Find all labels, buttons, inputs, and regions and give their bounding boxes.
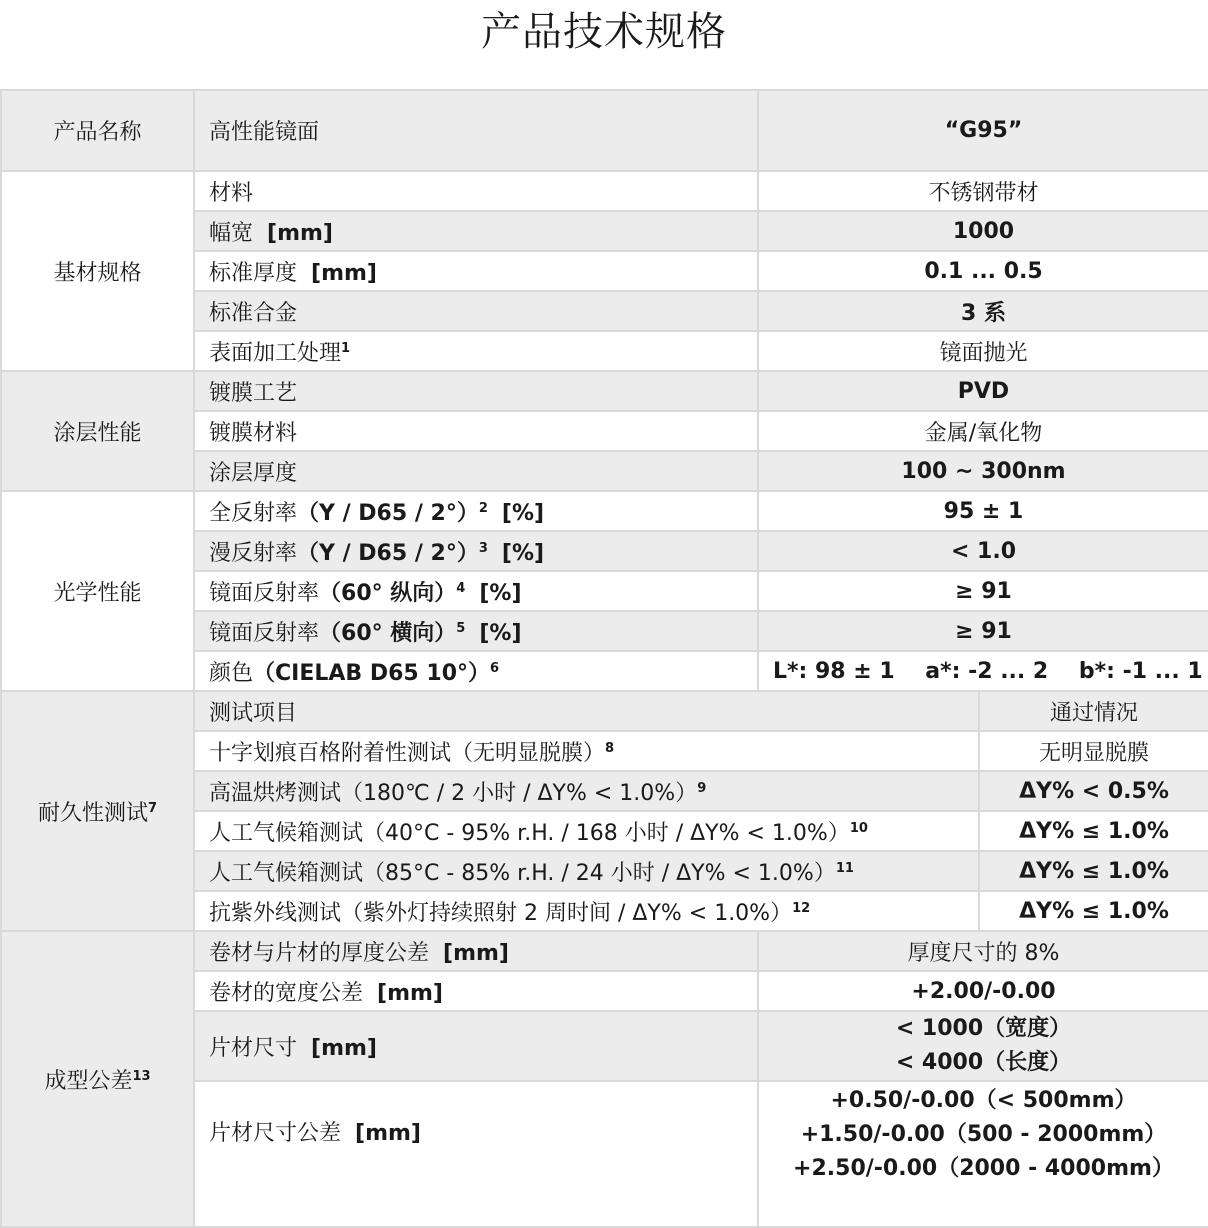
section-label-tolerance: 成型公差$^{13}$ xyxy=(1,931,194,1227)
row-label: 高温烘烤测试（180℃ / 2 小时 / ΔY% < 1.0%）$^9$ xyxy=(194,771,979,811)
row-label: 片材尺寸公差 [mm] xyxy=(194,1081,758,1227)
table-row xyxy=(1,931,1208,971)
row-label: 漫反射率（Y / D65 / 2°）$^3$ [%] xyxy=(194,531,758,571)
page-title: 产品技术规格 xyxy=(481,9,727,55)
row-label: 全反射率（Y / D65 / 2°）$^2$ [%] xyxy=(194,491,758,531)
row-value: < 1.0 xyxy=(758,531,1208,571)
row-value: ΔY% ≤ 1.0% xyxy=(979,891,1208,931)
row-value: +0.50/-0.00（< 500mm） +1.50/-0.00（500 - 2000mm） +2.50/-0.00（2000 - 4000mm） xyxy=(758,1081,1208,1227)
row-label: 人工气候箱测试（85°C - 85% r.H. / 24 小时 / ΔY% < 1.0%）$^{11}$ xyxy=(194,851,979,891)
product-name-value: 高性能镜面 xyxy=(194,90,758,171)
row-value: < 1000（宽度） < 4000（长度） xyxy=(758,1011,1208,1081)
row-label: 涂层厚度 xyxy=(194,451,758,491)
row-label: 人工气候箱测试（40°C - 95% r.H. / 168 小时 / ΔY% < 1.0%）$^{10}$ xyxy=(194,811,979,851)
table-row xyxy=(1,371,1208,411)
row-value: 厚度尺寸的 8% xyxy=(758,931,1208,971)
row-label: 卷材的宽度公差 [mm] xyxy=(194,971,758,1011)
row-value: 100 ~ 300nm xyxy=(758,451,1208,491)
row-value: +2.00/-0.00 xyxy=(758,971,1208,1011)
row-label: 表面加工处理$^1$ xyxy=(194,331,758,371)
table-row xyxy=(1,691,1208,731)
row-value: ≥ 91 xyxy=(758,611,1208,651)
row-label: 镀膜工艺 xyxy=(194,371,758,411)
row-label: 标准厚度 [mm] xyxy=(194,251,758,291)
durability-header-item: 测试项目 xyxy=(194,691,979,731)
row-value: L*: 98 ± 1 a*: -2 ... 2 b*: -1 ... 1 xyxy=(758,651,1208,691)
section-label-durability: 耐久性测试$^7$ xyxy=(1,691,194,931)
table-row xyxy=(1,171,1208,211)
product-name-label: 产品名称 xyxy=(1,90,194,171)
row-value: 不锈钢带材 xyxy=(758,171,1208,211)
row-value: 0.1 ... 0.5 xyxy=(758,251,1208,291)
row-label: 镜面反射率（60° 横向）$^5$ [%] xyxy=(194,611,758,651)
row-label: 材料 xyxy=(194,171,758,211)
row-label: 颜色（CIELAB D65 10°）$^6$ xyxy=(194,651,758,691)
row-label: 十字划痕百格附着性测试（无明显脱膜）$^8$ xyxy=(194,731,979,771)
section-label-substrate: 基材规格 xyxy=(1,171,194,371)
row-value: 金属/氧化物 xyxy=(758,411,1208,451)
row-value: ΔY% ≤ 1.0% xyxy=(979,851,1208,891)
row-label: 镜面反射率（60° 纵向）$^4$ [%] xyxy=(194,571,758,611)
product-code: “G95” xyxy=(758,90,1208,171)
product-name-row xyxy=(1,90,1208,171)
row-value: 1000 xyxy=(758,211,1208,251)
row-value: ΔY% ≤ 1.0% xyxy=(979,811,1208,851)
row-value: ΔY% < 0.5% xyxy=(979,771,1208,811)
table-row xyxy=(1,491,1208,531)
row-label: 镀膜材料 xyxy=(194,411,758,451)
row-label: 片材尺寸 [mm] xyxy=(194,1011,758,1081)
row-value: ≥ 91 xyxy=(758,571,1208,611)
row-label: 抗紫外线测试（紫外灯持续照射 2 周时间 / ΔY% < 1.0%）$^{12}$ xyxy=(194,891,979,931)
row-value: 镜面抛光 xyxy=(758,331,1208,371)
row-label: 幅宽 [mm] xyxy=(194,211,758,251)
row-label: 卷材与片材的厚度公差 [mm] xyxy=(194,931,758,971)
section-label-optical: 光学性能 xyxy=(1,491,194,691)
row-value: 无明显脱膜 xyxy=(979,731,1208,771)
spec-table xyxy=(0,89,1208,1228)
row-value: 3 系 xyxy=(758,291,1208,331)
section-label-coating: 涂层性能 xyxy=(1,371,194,491)
durability-header-result: 通过情况 xyxy=(979,691,1208,731)
row-label: 标准合金 xyxy=(194,291,758,331)
row-value: PVD xyxy=(758,371,1208,411)
row-value: 95 ± 1 xyxy=(758,491,1208,531)
footnote-marker: 1 xyxy=(341,340,351,356)
